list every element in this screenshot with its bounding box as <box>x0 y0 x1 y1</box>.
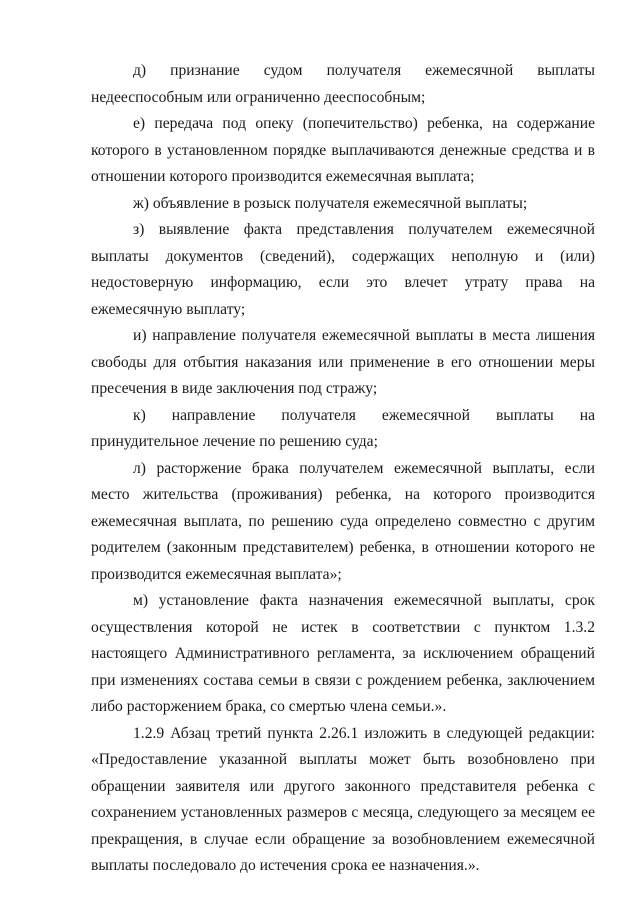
paragraph-item-k: к) направление получателя ежемесячной выплаты на принудительное лечение по решению суда; <box>91 406 595 450</box>
paragraph-item-l: л) расторжение брака получателем ежемесячной выплаты, если место жительства (проживания) ребенка, на которого производится ежемесячная выплата, по решению суда определено совместно с другим родителем (законным представителем) ребенка, в отношении которого не производится ежемесячная выплата»; <box>91 459 595 583</box>
paragraph-item-i: и) направление получателя ежемесячной выплаты в места лишения свободы для отбытия наказания или применение в его отношении меры пресечения в виде заключения под стражу; <box>91 327 595 397</box>
document-body <box>91 58 595 880</box>
paragraph-item-d: д) признание судом получателя ежемесячной выплаты недееспособным или ограниченно дееспособным; <box>91 62 595 106</box>
paragraph-1-2-9: 1.2.9 Абзац третий пункта 2.26.1 изложить в следующей редакции: «Предоставление указанной выплаты может быть возобновлено при обращении заявителя или другого законного представителя ребенка с сохранением установленных размеров с месяца, следующего за месяцем ее прекращения, в случае если обращение за возобновлением ежемесячной выплаты последовало до истечения срока ее назначения.». <box>91 724 595 874</box>
paragraph-item-zh: ж) объявление в розыск получателя ежемесячной выплаты; <box>133 194 528 212</box>
paragraph-item-e: е) передача под опеку (попечительство) ребенка, на содержание которого в установленном порядке выплачиваются денежные средства и в отношении которого производится ежемесячная выплата; <box>91 115 595 185</box>
paragraph-item-m: м) установление факта назначения ежемесячной выплаты, срок осуществления которой не истек в соответствии с пунктом 1.3.2 настоящего Административного регламента, за исключением обращений при изменениях состава семьи в связи с рождением ребенка, заключением либо расторжением брака, со смертью члена семьи.». <box>91 592 595 715</box>
paragraph-item-z: з) выявление факта представления получателем ежемесячной выплаты документов (сведений), содержащих неполную и (или) недостоверную информацию, если это влечет утрату права на ежемесячную выплату; <box>91 221 595 318</box>
